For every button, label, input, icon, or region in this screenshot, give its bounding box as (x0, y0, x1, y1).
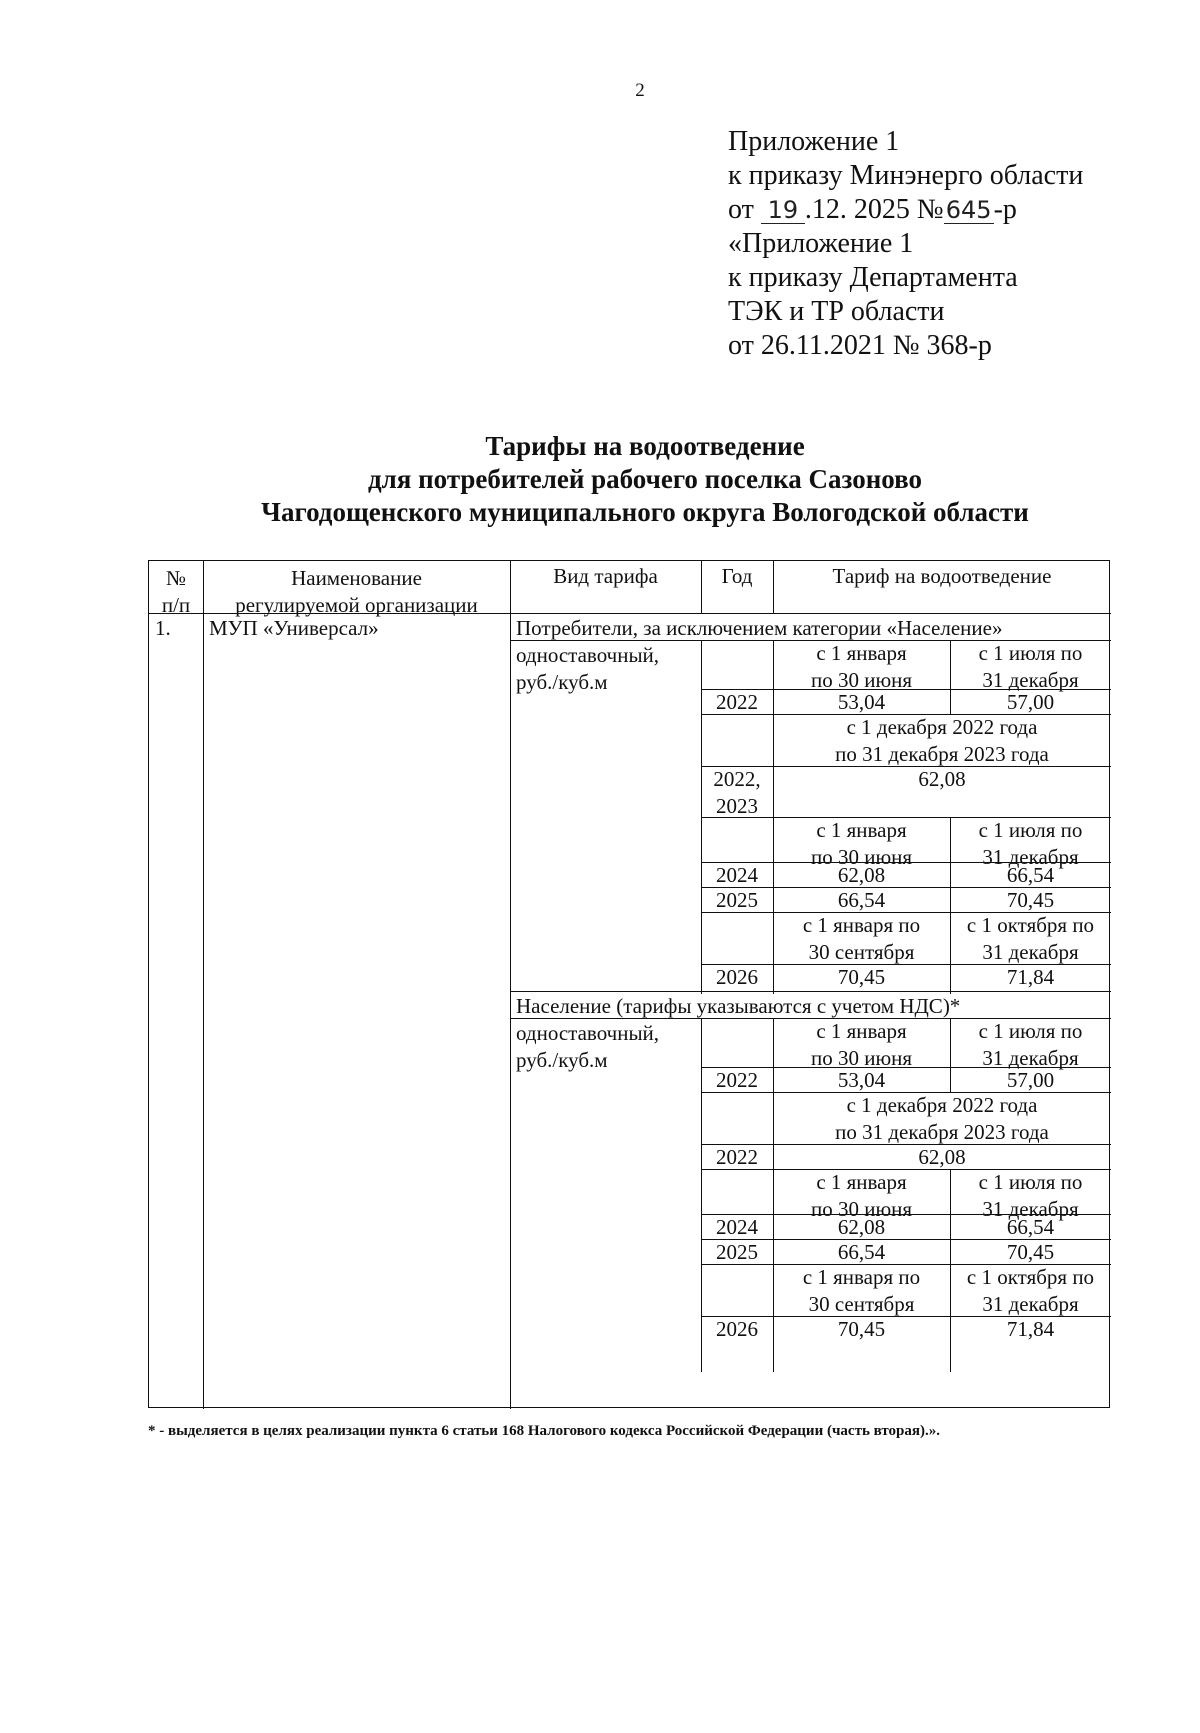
appendix-line: к приказу Департамента (728, 262, 1018, 293)
category-label: Население (тарифы указываются с учетом НДС)* (516, 994, 961, 1018)
document-title (0, 430, 1200, 529)
tariff-value: 70,45 (1006, 1240, 1055, 1264)
tariff-value: 57,00 (1006, 690, 1055, 714)
header-type: Вид тарифа (553, 564, 658, 588)
period-jan-sep: с 1 января по 30 сентября (802, 913, 921, 964)
period-dec22-dec23: с 1 декабря 2022 года по 31 декабря 2023 года (835, 1093, 1049, 1144)
period-jul-dec: с 1 июля по 31 декабря (978, 641, 1083, 692)
period-jul-dec: с 1 июля по 31 декабря (978, 1019, 1083, 1070)
tariff-value: 71,84 (1006, 965, 1055, 989)
handwritten-day: 19 (761, 197, 805, 224)
appendix-line: ТЭК и ТР области (728, 296, 945, 327)
tariff-value: 66,54 (1006, 863, 1055, 887)
appendix-line: «Приложение 1 (728, 228, 914, 259)
year-cell: 2022, 2023 (713, 767, 761, 818)
period-jan-jun: с 1 января по 30 июня (810, 641, 913, 692)
period-oct-dec: с 1 октября по 31 декабря (966, 913, 1095, 964)
tariff-value: 57,00 (1006, 1068, 1055, 1092)
category-label: Потребители, за исключением категории «Население» (516, 616, 1003, 640)
title-line: Тарифы на водоотведение (485, 431, 805, 461)
tariff-table (148, 560, 1110, 1408)
period-jan-jun: с 1 января по 30 июня (810, 1170, 913, 1221)
tariff-type: одноставочный, руб./куб.м (516, 1021, 660, 1072)
appendix-text: .12. 2025 № (804, 194, 944, 225)
year-cell: 2025 (716, 1240, 758, 1264)
tariff-value: 66,54 (837, 1240, 886, 1264)
header-year: Год (721, 564, 753, 588)
tariff-value: 53,04 (837, 1068, 886, 1092)
period-jan-jun: с 1 января по 30 июня (810, 818, 913, 869)
appendix-block (728, 125, 1083, 363)
year-cell: 2025 (716, 888, 758, 912)
table-line (510, 561, 511, 1409)
header-org: Наименование регулируемой организации (235, 566, 478, 617)
period-jan-jun: с 1 января по 30 июня (810, 1019, 913, 1070)
table-line (149, 613, 1111, 614)
tariff-value: 62,08 (837, 1215, 886, 1239)
period-oct-dec: с 1 октября по 31 декабря (966, 1265, 1095, 1316)
appendix-text: -р (993, 194, 1017, 225)
tariff-value: 62,08 (918, 1145, 966, 1169)
appendix-line: от 26.11.2021 № 368-р (728, 330, 992, 361)
year-cell: 2022 (716, 1068, 758, 1092)
title-line: Чагодощенского муниципального округа Вологодской области (261, 497, 1029, 527)
tariff-value: 53,04 (837, 690, 886, 714)
row-number: 1. (155, 616, 171, 640)
period-jul-dec: с 1 июля по 31 декабря (978, 1170, 1083, 1221)
tariff-value: 66,54 (837, 888, 886, 912)
year-cell: 2024 (716, 1215, 758, 1239)
appendix-line: к приказу Минэнерго области (728, 160, 1084, 191)
tariff-type: одноставочный, руб./куб.м (516, 643, 660, 694)
appendix-line: Приложение 1 (728, 126, 900, 157)
handwritten-order-number: 645 (944, 197, 994, 224)
tariff-value: 70,45 (837, 1317, 886, 1341)
tariff-value: 62,08 (837, 863, 886, 887)
header-tariff: Тариф на водоотведение (832, 564, 1052, 588)
tariff-value: 71,84 (1006, 1317, 1055, 1341)
year-cell: 2026 (716, 1317, 758, 1341)
page-number: 2 (635, 80, 645, 101)
table-line (510, 991, 1111, 992)
appendix-order-date (728, 193, 1083, 227)
period-dec22-dec23: с 1 декабря 2022 года по 31 декабря 2023 года (835, 715, 1049, 766)
table-line (203, 561, 204, 1409)
title-line: для потребителей рабочего поселка Сазоново (367, 464, 923, 494)
org-name: МУП «Универсал» (209, 616, 379, 640)
period-jan-sep: с 1 января по 30 сентября (802, 1265, 921, 1316)
tariff-value: 66,54 (1006, 1215, 1055, 1239)
footnote: * - выделяется в целях реализации пункта 6 статьи 168 Налогового кодекса Российской Федерации (часть вторая).». (148, 1423, 940, 1439)
header-num: № п/п (161, 566, 191, 617)
appendix-text: от (728, 194, 754, 225)
year-cell: 2024 (716, 863, 758, 887)
tariff-value: 70,45 (837, 965, 886, 989)
year-cell: 2022 (716, 1145, 758, 1169)
period-jul-dec: с 1 июля по 31 декабря (978, 818, 1083, 869)
year-cell: 2026 (716, 965, 758, 989)
year-cell: 2022 (716, 690, 758, 714)
tariff-value: 70,45 (1006, 888, 1055, 912)
tariff-value: 62,08 (918, 767, 966, 791)
